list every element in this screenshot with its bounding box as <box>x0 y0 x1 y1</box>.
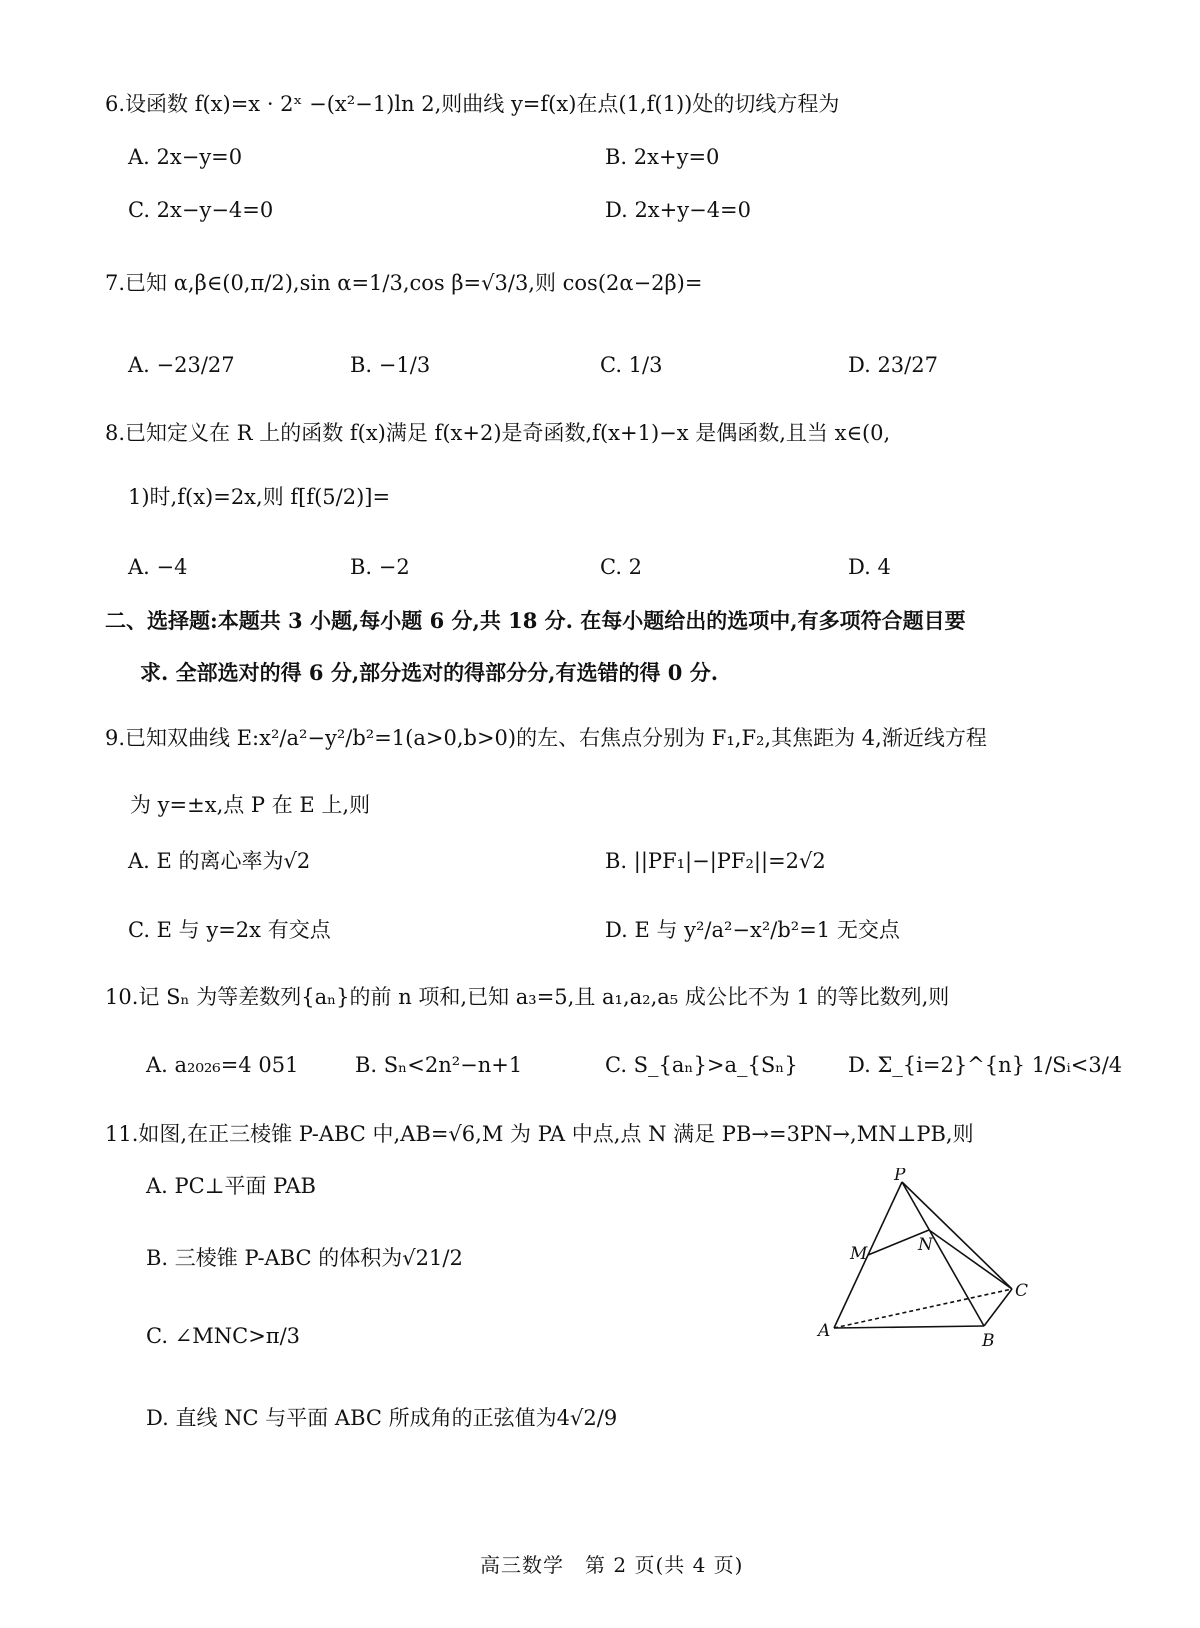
q11-option-b: B. 三棱锥 P-ABC 的体积为√21/2 <box>146 1246 463 1270</box>
q9-option-a: A. E 的离心率为√2 <box>128 849 311 873</box>
q9-option-c: C. E 与 y=2x 有交点 <box>128 918 331 942</box>
segment-nc <box>929 1230 1012 1289</box>
label-n: N <box>918 1235 933 1255</box>
q10-option-d: D. Σ_{i=2}^{n} 1/Sᵢ<3/4 <box>848 1053 1123 1077</box>
q11-option-c: C. ∠MNC>π/3 <box>146 1324 301 1348</box>
q10-option-b: B. Sₙ<2n²−n+1 <box>355 1053 523 1077</box>
q8-option-d: D. 4 <box>848 555 891 579</box>
q6-option-b: B. 2x+y=0 <box>605 145 720 169</box>
q9-stem-line2: 为 y=±x,点 P 在 E 上,则 <box>130 793 371 817</box>
edge-ac-hidden <box>834 1289 1012 1328</box>
q7-stem: 7.已知 α,β∈(0,π/2),sin α=1/3,cos β=√3/3,则 cos(2α−2β)= <box>105 271 703 295</box>
q7-option-c: C. 1/3 <box>600 353 663 377</box>
page-footer: 高三数学 第 2 页(共 4 页) <box>480 1553 744 1577</box>
q11-stem: 11.如图,在正三棱锥 P-ABC 中,AB=√6,M 为 PA 中点,点 N 满足 PB→=3PN→,MN⊥PB,则 <box>105 1122 974 1146</box>
q8-option-a: A. −4 <box>128 555 188 579</box>
q9-option-d: D. E 与 y²/a²−x²/b²=1 无交点 <box>605 918 900 942</box>
section2-instructions: 求. 全部选对的得 6 分,部分选对的得部分分,有选错的得 0 分. <box>140 660 719 685</box>
q9-option-b: B. ||PF₁|−|PF₂||=2√2 <box>605 849 826 873</box>
q7-option-b: B. −1/3 <box>350 353 431 377</box>
pyramid-figure <box>812 1168 1052 1353</box>
q6-option-a: A. 2x−y=0 <box>128 145 243 169</box>
q8-option-c: C. 2 <box>600 555 643 579</box>
edge-ab <box>834 1326 984 1328</box>
q6-option-d: D. 2x+y−4=0 <box>605 198 752 222</box>
q10-option-a: A. a₂₀₂₆=4 051 <box>146 1053 299 1077</box>
q11-option-a: A. PC⊥平面 PAB <box>146 1174 316 1198</box>
label-b: B <box>982 1331 995 1351</box>
q11-option-d: D. 直线 NC 与平面 ABC 所成角的正弦值为4√2/9 <box>146 1406 618 1430</box>
q8-stem-line1: 8.已知定义在 R 上的函数 f(x)满足 f(x+2)是奇函数,f(x+1)−x 是偶函数,且当 x∈(0, <box>105 421 891 445</box>
q10-option-c: C. S_{aₙ}>a_{Sₙ} <box>605 1053 798 1077</box>
q6-stem <box>105 94 839 115</box>
label-a: A <box>818 1321 831 1341</box>
q7-option-d: D. 23/27 <box>848 353 938 377</box>
label-c: C <box>1015 1281 1029 1301</box>
q8-option-b: B. −2 <box>350 555 410 579</box>
q10-stem: 10.记 Sₙ 为等差数列{aₙ}的前 n 项和,已知 a₃=5,且 a₁,a₂,a₅ 成公比不为 1 的等比数列,则 <box>105 985 950 1009</box>
q8-stem-line2: 1)时,f(x)=2x,则 f[f(5/2)]= <box>128 485 391 509</box>
q9-stem-line1: 9.已知双曲线 E:x²/a²−y²/b²=1(a>0,b>0)的左、右焦点分别为 F₁,F₂,其焦距为 4,渐近线方程 <box>105 726 987 750</box>
section2-heading: 二、选择题:本题共 3 小题,每小题 6 分,共 18 分. 在每小题给出的选项中,有多项符合题目要 <box>105 608 966 633</box>
label-m: M <box>850 1244 868 1264</box>
q6-option-c: C. 2x−y−4=0 <box>128 198 274 222</box>
q7-option-a: A. −23/27 <box>128 353 235 377</box>
q6-stem-text: 6.设函数 f(x)=x · 2ˣ −(x²−1)ln 2,则曲线 y=f(x)在点(1,f(1))处的切线方程为 <box>105 92 840 116</box>
label-p: P <box>894 1168 906 1185</box>
edge-pb <box>902 1182 984 1326</box>
